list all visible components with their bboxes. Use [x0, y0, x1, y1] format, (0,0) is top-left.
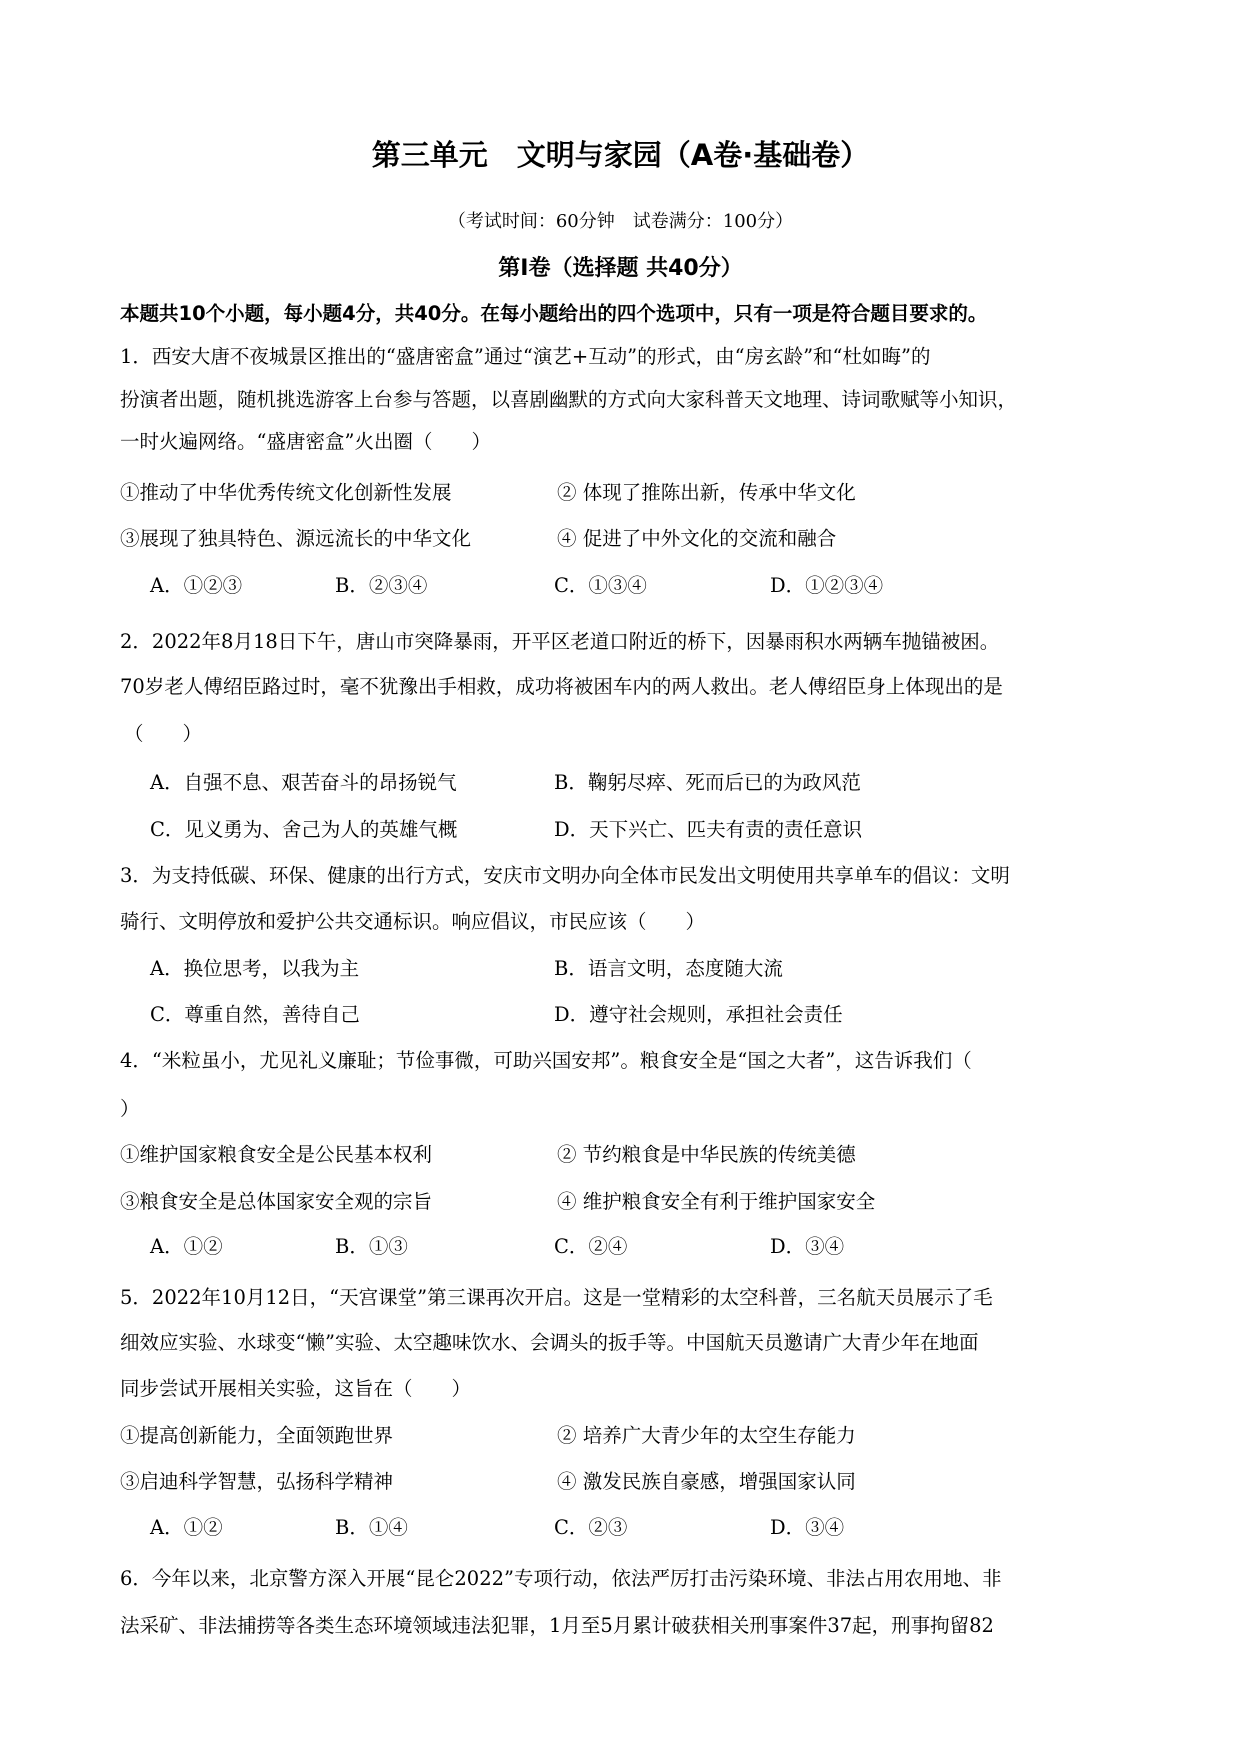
option-c[interactable]: C．①③④ [554, 574, 647, 597]
question-line: 骑行、文明停放和爱护公共交通标识。响应倡议，市民应该（ ） [120, 910, 706, 933]
statement-3: ③展现了独具特色、源远流长的中华文化 [120, 527, 472, 550]
question-line: 1．西安大唐不夜城景区推出的“盛唐密盒”通过“演艺+互动”的形式，由“房玄龄”和“杜如晦”的 [120, 345, 931, 368]
question-line: 70岁老人傅绍臣路过时，毫不犹豫出手相救，成功将被困车内的两人救出。老人傅绍臣身上体现出的是 [120, 675, 1003, 698]
statement-1: ①推动了中华优秀传统文化创新性发展 [120, 481, 452, 504]
page-title: 第三单元 文明与家园（A卷·基础卷） [371, 138, 870, 172]
question-line: 6．今年以来，北京警方深入开展“昆仑2022”专项行动，依法严厉打击污染环境、非法占用农用地、非 [120, 1567, 1002, 1590]
option-b[interactable]: B．①④ [335, 1516, 408, 1539]
option-b[interactable]: B．②③④ [335, 574, 428, 597]
option-a[interactable]: A．自强不息、艰苦奋斗的昂扬锐气 [150, 771, 457, 794]
statement-1: ①提高创新能力，全面领跑世界 [120, 1424, 394, 1447]
question-line: 一时火遍网络。“盛唐密盒”火出圈（ ） [120, 430, 491, 453]
option-d[interactable]: D．③④ [770, 1516, 845, 1539]
option-a[interactable]: A．换位思考，以我为主 [150, 957, 360, 980]
exam-meta: （考试时间：60分钟 试卷满分：100分） [447, 211, 794, 232]
statement-2: ② 节约粮食是中华民族的传统美德 [557, 1143, 856, 1166]
question-line: 扮演者出题，随机挑选游客上台参与答题，以喜剧幽默的方式向大家科普天文地理、诗词歌赋等小知识， [120, 388, 1018, 411]
option-b[interactable]: B．语言文明，态度随大流 [554, 957, 783, 980]
question-line: 法采矿、非法捕捞等各类生态环境领域违法犯罪，1月至5月累计破获相关刑事案件37起，刑事拘留82 [120, 1614, 994, 1637]
instructions: 本题共10个小题，每小题4分，共40分。在每小题给出的四个选项中，只有一项是符合题目要求的。 [120, 302, 988, 325]
option-a[interactable]: A．①② [150, 1516, 223, 1539]
statement-3: ③启迪科学智慧，弘扬科学精神 [120, 1470, 394, 1493]
option-c[interactable]: C．尊重自然，善待自己 [150, 1003, 360, 1026]
question-line: 细效应实验、水球变“懒”实验、太空趣味饮水、会调头的扳手等。中国航天员邀请广大青少年在地面 [120, 1331, 979, 1354]
option-a[interactable]: A．①②③ [150, 574, 243, 597]
question-line: 4．“米粒虽小，尤见礼义廉耻；节俭事微，可助兴国安邦”。粮食安全是“国之大者”，这告诉我们（ [120, 1049, 972, 1072]
statement-4: ④ 促进了中外文化的交流和融合 [557, 527, 837, 550]
option-d[interactable]: D．③④ [770, 1235, 845, 1258]
option-c[interactable]: C．②④ [554, 1235, 628, 1258]
question-line: 5．2022年10月12日，“天宫课堂”第三课再次开启。这是一堂精彩的太空科普，三名航天员展示了毛 [120, 1286, 993, 1309]
statement-4: ④ 维护粮食安全有利于维护国家安全 [557, 1190, 876, 1213]
option-c[interactable]: C．②③ [554, 1516, 628, 1539]
section-title: 第Ⅰ卷（选择题 共40分） [498, 256, 743, 281]
option-a[interactable]: A．①② [150, 1235, 223, 1258]
option-d[interactable]: D．天下兴亡、匹夫有责的责任意识 [554, 818, 863, 841]
option-d[interactable]: D．①②③④ [770, 574, 884, 597]
question-line: 同步尝试开展相关实验，这旨在（ ） [120, 1377, 472, 1400]
option-d[interactable]: D．遵守社会规则，承担社会责任 [554, 1003, 843, 1026]
question-line: ） [120, 1097, 140, 1120]
statement-1: ①维护国家粮食安全是公民基本权利 [120, 1143, 433, 1166]
question-line: （ ） [124, 722, 203, 745]
option-b[interactable]: B．①③ [335, 1235, 408, 1258]
statement-4: ④ 激发民族自豪感，增强国家认同 [557, 1470, 856, 1493]
statement-2: ② 培养广大青少年的太空生存能力 [557, 1424, 856, 1447]
statement-3: ③粮食安全是总体国家安全观的宗旨 [120, 1190, 433, 1213]
statement-2: ② 体现了推陈出新，传承中华文化 [557, 481, 856, 504]
question-line: 2．2022年8月18日下午，唐山市突降暴雨，开平区老道口附近的桥下，因暴雨积水两辆车抛锚被困。 [120, 630, 1000, 653]
question-line: 3．为支持低碳、环保、健康的出行方式，安庆市文明办向全体市民发出文明使用共享单车的倡议：文明 [120, 864, 1010, 887]
option-c[interactable]: C．见义勇为、舍己为人的英雄气概 [150, 818, 458, 841]
option-b[interactable]: B．鞠躬尽瘁、死而后已的为政风范 [554, 771, 861, 794]
